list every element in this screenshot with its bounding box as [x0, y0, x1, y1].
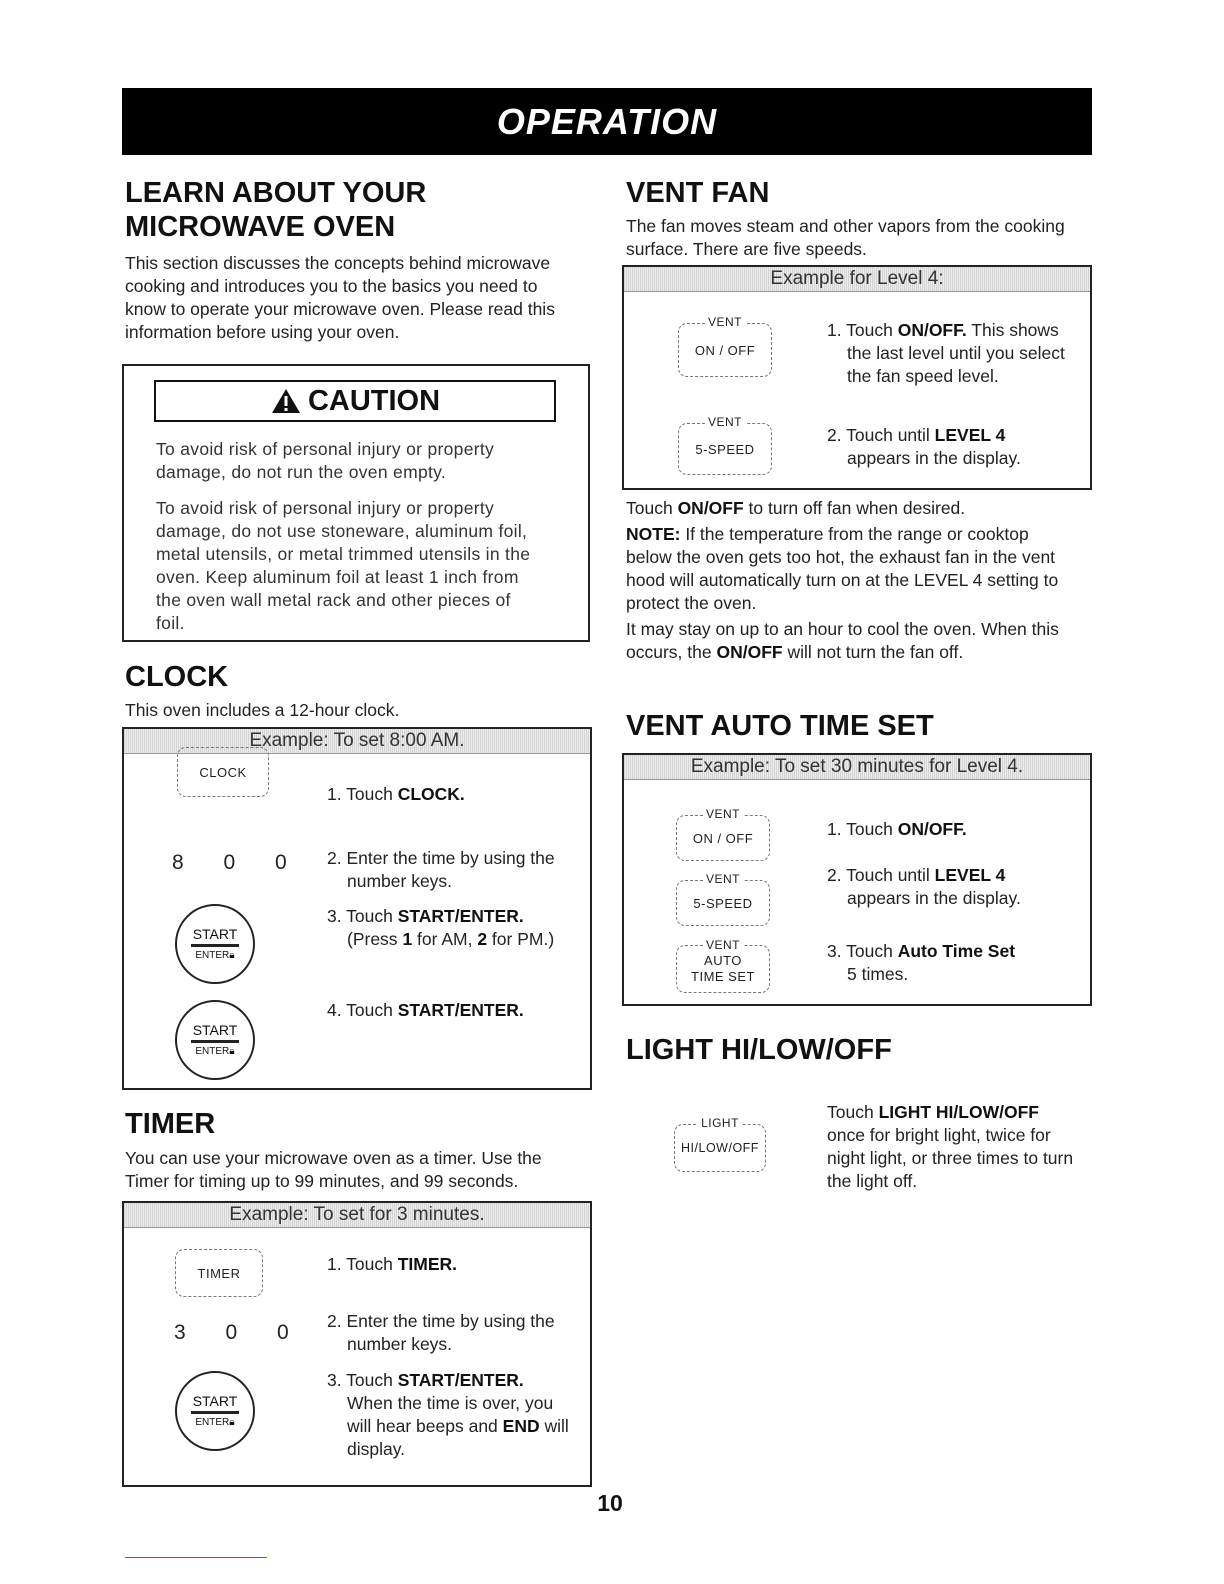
- clock-digits: 8 0 0: [172, 851, 304, 874]
- caution-line: To avoid risk of personal injury or property: [156, 439, 495, 459]
- clock-step-3: 3. Touch START/ENTER. (Press 1 for AM, 2 for PM.): [327, 906, 555, 949]
- time-set-key-label: TIME SET: [691, 969, 755, 984]
- start-label: START: [192, 1022, 238, 1038]
- clock-key-label: CLOCK: [199, 764, 247, 780]
- vent-key-label: VENT: [703, 872, 743, 886]
- vent-auto-example-header: Example: To set 30 minutes for Level 4.: [624, 755, 1090, 780]
- caution-box: [122, 364, 590, 642]
- start-label: START: [192, 926, 238, 942]
- timer-body: [125, 1147, 542, 1193]
- clock-step-1: 1. Touch CLOCK.: [327, 784, 465, 804]
- vent-fan-note: NOTE: If the temperature from the range or cooktop below the oven gets too hot, the exhaust fan in the vent hood will automatically turn on at the LEVEL 4 setting to protect the oven.: [626, 524, 1059, 613]
- light-instructions: Touch LIGHT HI/LOW/OFF once for bright light, twice for night light, or three times to turn the light off.: [827, 1102, 1074, 1191]
- banner-title: OPERATION: [496, 100, 718, 142]
- light-hi-low-off-key[interactable]: [674, 1116, 766, 1172]
- vent-auto-title: VENT AUTO TIME SET: [626, 710, 934, 742]
- learn-title-line2: MICROWAVE OVEN: [125, 211, 396, 243]
- clock-step-2: 2. Enter the time by using the number keys.: [327, 848, 555, 891]
- timer-step-1: 1. Touch TIMER.: [327, 1254, 458, 1274]
- clock-step-4: 4. Touch START/ENTER.: [327, 1000, 524, 1020]
- timer-example-box: [122, 1201, 592, 1487]
- timer-body-line: You can use your microwave oven as a timer. Use the: [125, 1148, 542, 1168]
- vent-key-label: VENT: [703, 937, 743, 953]
- page-number: 10: [597, 1490, 623, 1516]
- timer-step-3: 3. Touch START/ENTER. When the time is over, you will hear beeps and END will display.: [327, 1370, 569, 1459]
- vent-fan-notes: [626, 497, 1091, 664]
- caution-paragraph-1: [156, 438, 494, 484]
- section-banner: [122, 88, 1092, 155]
- vent-key-label: VENT: [705, 315, 745, 329]
- vent-fan-stay-note: It may stay on up to an hour to cool the oven. When this occurs, the ON/OFF will not turn the fan off.: [626, 619, 1059, 662]
- caution-line: damage, do not run the oven empty.: [156, 462, 447, 482]
- hi-low-off-key-label: HI/LOW/OFF: [681, 1141, 759, 1155]
- caution-line: the oven wall metal rack and other pieces of: [156, 590, 511, 610]
- learn-body-line: cooking and introduces you to the basics you need to: [125, 276, 538, 296]
- vent-fan-example-box: [622, 265, 1092, 490]
- enter-label: ENTER🔒︎: [195, 950, 235, 961]
- speed-key-label: 5-SPEED: [693, 895, 753, 911]
- start-enter-key[interactable]: [175, 1000, 255, 1080]
- vent-on-off-key[interactable]: [678, 315, 772, 377]
- timer-example-header: Example: To set for 3 minutes.: [124, 1203, 590, 1228]
- vent-auto-time-set-key[interactable]: [676, 938, 770, 993]
- enter-label: ENTER🔒︎: [195, 1046, 235, 1057]
- start-enter-key[interactable]: [175, 1371, 255, 1451]
- caution-title-box: [154, 380, 556, 422]
- caution-title: CAUTION: [307, 384, 441, 417]
- clock-example-header: Example: To set 8:00 AM.: [124, 729, 590, 754]
- caution-line: damage, do not use stoneware, aluminum foil,: [156, 521, 528, 541]
- vent-fan-body: [626, 215, 1086, 261]
- vent-fan-title: VENT FAN: [626, 177, 770, 209]
- vent-key-label: VENT: [705, 415, 745, 429]
- vent-5-speed-key[interactable]: [678, 415, 772, 475]
- warning-triangle-icon: [270, 387, 302, 415]
- caution-line: foil.: [156, 613, 185, 633]
- caution-paragraph-2: [156, 497, 530, 635]
- learn-body: [125, 252, 555, 344]
- timer-digits: 3 0 0: [174, 1321, 306, 1344]
- vent-auto-step-3: 3. Touch Auto Time Set 5 times.: [827, 941, 1016, 984]
- vent-on-off-key[interactable]: [676, 807, 770, 861]
- learn-section: [125, 176, 555, 344]
- vent-fan-off-note: Touch ON/OFF to turn off fan when desired.: [626, 498, 966, 518]
- caution-line: To avoid risk of personal injury or property: [156, 498, 495, 518]
- vent-fan-step-1: 1. Touch ON/OFF. This shows the last level until you select the fan speed level.: [827, 320, 1065, 386]
- vent-fan-step-2: 2. Touch until LEVEL 4 appears in the display.: [827, 425, 1021, 468]
- footer-rule: [125, 1557, 267, 1558]
- auto-key-label: AUTO: [704, 953, 742, 968]
- clock-intro: This oven includes a 12-hour clock.: [125, 700, 400, 720]
- vent-auto-step-2: 2. Touch until LEVEL 4 appears in the display.: [827, 865, 1021, 908]
- vent-key-label: VENT: [703, 807, 743, 821]
- enter-label: ENTER🔒︎: [195, 1417, 235, 1428]
- timer-step-2: 2. Enter the time by using the number keys.: [327, 1311, 555, 1354]
- learn-body-line: information before using your oven.: [125, 322, 400, 342]
- caution-line: oven. Keep aluminum foil at least 1 inch from: [156, 567, 519, 587]
- timer-key[interactable]: [175, 1249, 263, 1297]
- speed-key-label: 5-SPEED: [695, 441, 755, 457]
- vent-fan-body-line: surface. There are five speeds.: [626, 239, 867, 259]
- timer-key-label: TIMER: [197, 1265, 241, 1281]
- light-title: LIGHT HI/LOW/OFF: [626, 1034, 892, 1066]
- start-label: START: [192, 1393, 238, 1409]
- clock-example-box: [122, 727, 592, 1090]
- timer-title: TIMER: [125, 1108, 216, 1140]
- on-off-key-label: ON / OFF: [692, 830, 754, 846]
- clock-title: CLOCK: [125, 661, 229, 693]
- light-key-label: LIGHT: [698, 1116, 742, 1130]
- vent-auto-step-1: 1. Touch ON/OFF.: [827, 819, 967, 839]
- learn-body-line: know to operate your microwave oven. Please read this: [125, 299, 555, 319]
- caution-line: metal utensils, or metal trimmed utensils in the: [156, 544, 531, 564]
- vent-5-speed-key[interactable]: [676, 872, 770, 926]
- start-enter-key[interactable]: [175, 904, 255, 984]
- learn-body-line: This section discusses the concepts behind microwave: [125, 253, 551, 273]
- clock-key[interactable]: [177, 747, 269, 797]
- vent-fan-example-header: Example for Level 4:: [624, 267, 1090, 292]
- vent-auto-example-box: [622, 753, 1092, 1006]
- on-off-key-label: ON / OFF: [694, 342, 756, 358]
- learn-title-line1: LEARN ABOUT YOUR: [125, 177, 427, 209]
- vent-fan-body-line: The fan moves steam and other vapors from the cooking: [626, 216, 1065, 236]
- timer-body-line: Timer for timing up to 99 minutes, and 99 seconds.: [125, 1171, 519, 1191]
